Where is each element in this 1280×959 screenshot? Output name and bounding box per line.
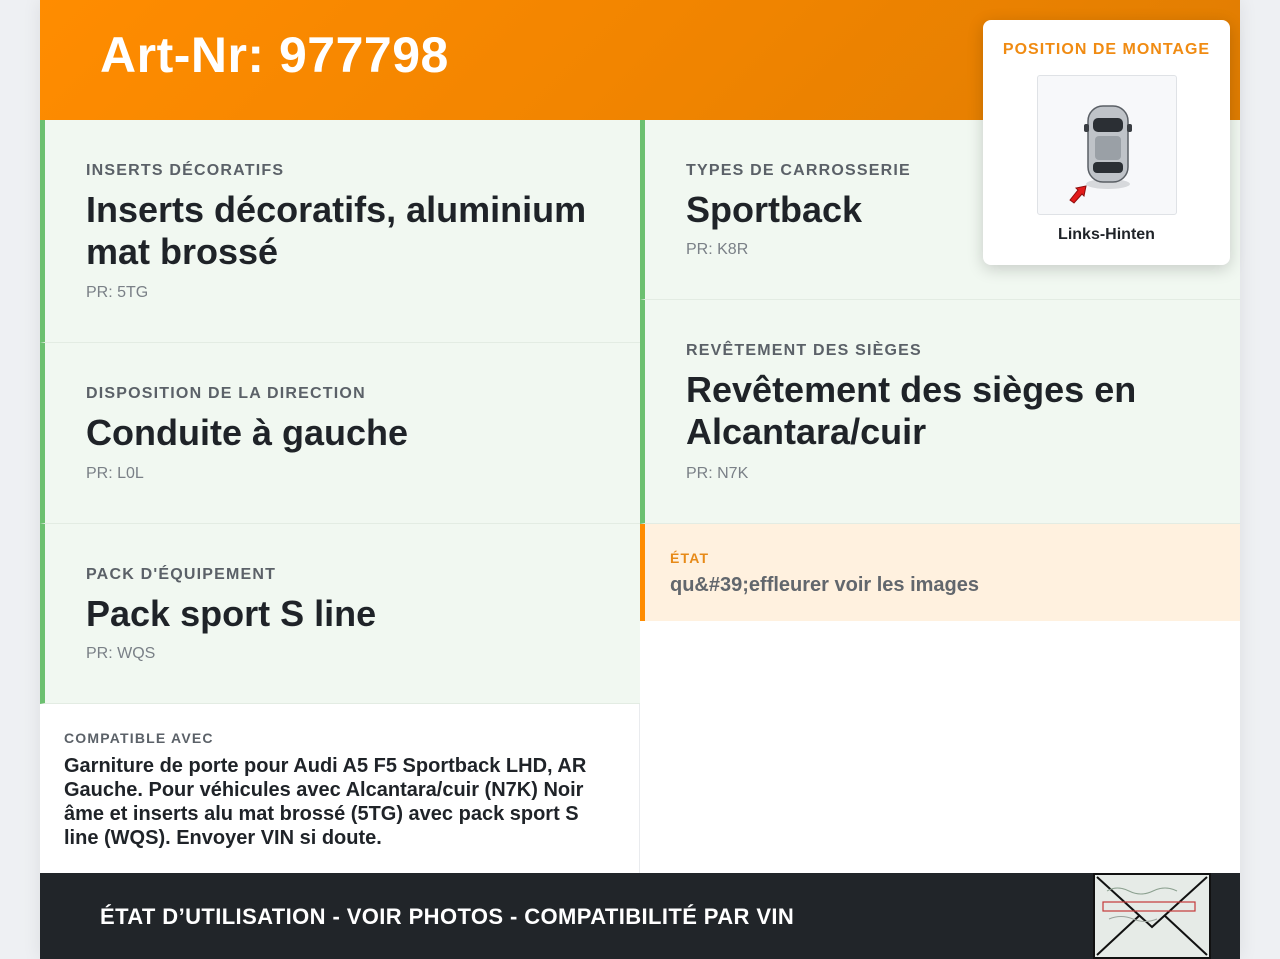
spec-pr-code: PR: K8R — [686, 241, 749, 258]
footer-text: ÉTAT D’UTILISATION - VOIR PHOTOS - COMPATIBILITÉ PAR VIN — [100, 904, 795, 929]
compatibility-section — [40, 704, 640, 873]
car-top-view-icon — [1038, 76, 1176, 214]
spec-value: Revêtement des sièges en Alcantara/cuir — [686, 369, 1137, 452]
spec-pr-code: PR: 5TG — [86, 284, 149, 301]
spec-pr-code: PR: L0L — [86, 465, 144, 482]
mounting-position-card — [983, 20, 1230, 265]
spec-value: Inserts décoratifs, aluminium mat brossé — [86, 189, 587, 272]
mounting-position-title: POSITION DE MONTAGE — [1002, 41, 1211, 58]
compatibility-text: Garniture de porte pour Audi A5 F5 Sportback LHD, AR Gauche. Pour véhicules avec Alcantara/cuir (N7K) Noir âme et inserts alu mat brossé (5TG) avec pack sport S line (WQS). Envoyer VIN si doute. — [64, 755, 587, 849]
spec-label: INSERTS DÉCORATIFS — [86, 162, 285, 179]
spec-label: TYPES DE CARROSSERIE — [686, 162, 911, 179]
label-photo-icon — [1095, 875, 1209, 957]
footer-bar — [40, 873, 1240, 959]
spec-decorative-inserts — [40, 120, 640, 343]
spec-value: Sportback — [686, 189, 863, 230]
spec-equipment-pack — [40, 524, 640, 704]
condition-text: qu&#39;effleurer voir les images — [670, 574, 980, 596]
spec-pr-code: PR: N7K — [686, 465, 749, 482]
spec-label: PACK D'ÉQUIPEMENT — [86, 566, 277, 583]
mounting-position-image — [1037, 75, 1177, 215]
condition-label: ÉTAT — [670, 550, 710, 566]
compatibility-label: COMPATIBLE AVEC — [64, 730, 214, 746]
mounting-position-caption: Links-Hinten — [1058, 226, 1155, 243]
spec-label: REVÊTEMENT DES SIÈGES — [686, 342, 922, 359]
spec-seat-upholstery — [640, 300, 1240, 524]
label-photo-thumbnail[interactable] — [1093, 873, 1211, 959]
spec-label: DISPOSITION DE LA DIRECTION — [86, 385, 366, 402]
condition-box — [640, 524, 1240, 621]
spec-pr-code: PR: WQS — [86, 645, 156, 662]
article-number-title: Art-Nr: 977798 — [100, 27, 449, 83]
spec-steering-layout — [40, 343, 640, 524]
spec-value: Pack sport S line — [86, 593, 377, 634]
spec-value: Conduite à gauche — [86, 412, 409, 453]
